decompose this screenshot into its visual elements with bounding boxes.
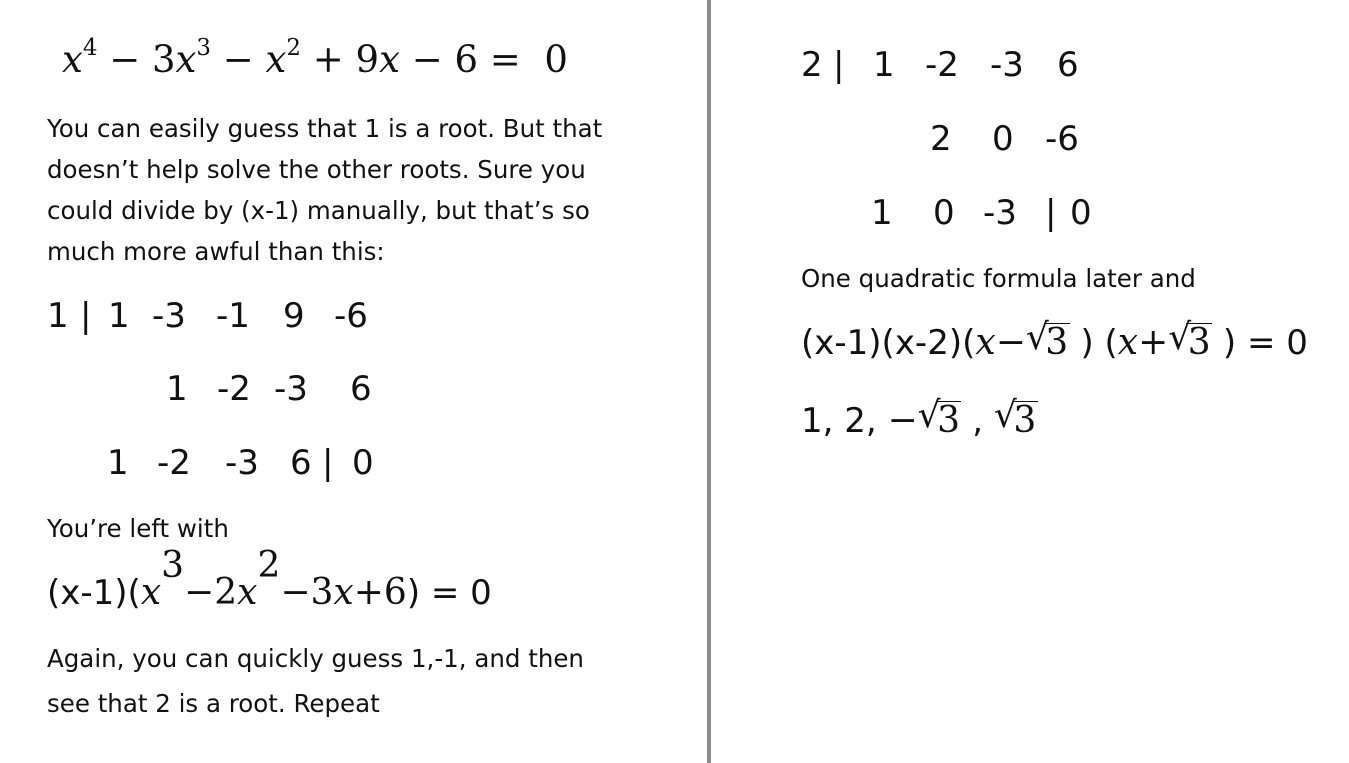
factored-cubic: $(x-1)(x^3-2x^2-3x+6) = 0$ bbox=[47, 545, 492, 613]
middle-value: 0 bbox=[992, 119, 1014, 159]
middle-value: -2 bbox=[217, 369, 251, 409]
coefficient: 1 bbox=[873, 45, 895, 85]
left-with-text: You’re left with bbox=[47, 514, 229, 543]
result-value: 6 bbox=[290, 443, 312, 483]
division-root: 1 bbox=[47, 296, 69, 336]
result-value: -3 bbox=[983, 193, 1017, 233]
remainder: 0 bbox=[352, 443, 374, 483]
quartic-equation: $x^4 - 3x^3 - x^2 + 9x - 6 = 0$ bbox=[62, 34, 568, 81]
middle-value: 6 bbox=[350, 369, 372, 409]
intro-paragraph: You can easily guess that 1 is a root. But that doesn’t help solve the other roots. Sure you could divide by (x-1) manually, but that’s so much more awful than this: bbox=[47, 114, 603, 266]
sqrt-symbol: √ 3 bbox=[1025, 316, 1069, 363]
middle-value: 2 bbox=[930, 119, 952, 159]
division-bar: | bbox=[80, 296, 92, 336]
result-value: -3 bbox=[225, 443, 259, 483]
coefficient: -1 bbox=[216, 296, 250, 336]
coefficient: 6 bbox=[1057, 45, 1079, 85]
coefficient: -2 bbox=[925, 45, 959, 85]
coefficient: -3 bbox=[152, 296, 186, 336]
full-factorization: (x-1)(x-2)(x− √ 3 ) (x+ √ 3 ) = 0 bbox=[801, 316, 1308, 363]
coefficient: -6 bbox=[334, 296, 368, 336]
sqrt-symbol: √ 3 bbox=[993, 394, 1037, 441]
column-divider bbox=[707, 0, 711, 763]
middle-value: -3 bbox=[274, 369, 308, 409]
remainder-separator: | bbox=[322, 443, 334, 483]
remainder: 0 bbox=[1070, 193, 1092, 233]
division-root: 2 bbox=[801, 45, 823, 85]
repeat-paragraph: Again, you can quickly guess 1,-1, and then see that 2 is a root. Repeat bbox=[47, 644, 584, 718]
coefficient: 1 bbox=[108, 296, 130, 336]
remainder-separator: | bbox=[1045, 193, 1057, 233]
result-value: 0 bbox=[933, 193, 955, 233]
coefficient: 9 bbox=[283, 296, 305, 336]
result-value: 1 bbox=[107, 443, 129, 483]
result-value: -2 bbox=[157, 443, 191, 483]
quadratic-paragraph: One quadratic formula later and bbox=[801, 264, 1196, 293]
middle-value: -6 bbox=[1045, 119, 1079, 159]
coefficient: -3 bbox=[990, 45, 1024, 85]
middle-value: 1 bbox=[166, 369, 188, 409]
division-bar: | bbox=[833, 45, 845, 85]
sqrt-symbol: √ 3 bbox=[917, 394, 961, 441]
roots-list: 1, 2, − √ 3 , √ 3 bbox=[801, 394, 1037, 441]
result-value: 1 bbox=[871, 193, 893, 233]
sqrt-symbol: √ 3 bbox=[1168, 316, 1211, 363]
